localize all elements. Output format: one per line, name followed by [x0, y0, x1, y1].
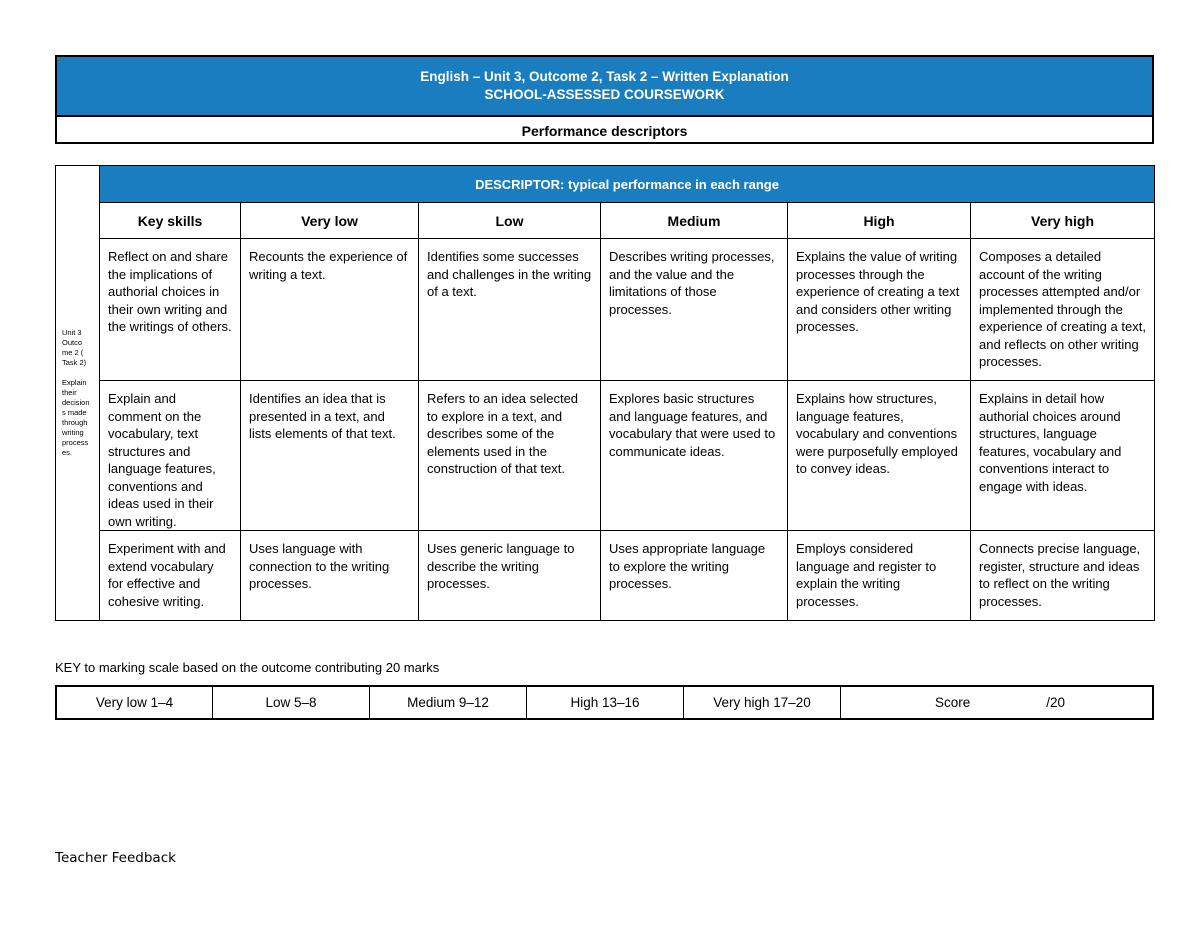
key-title: KEY to marking scale based on the outcome contributing 20 marks	[55, 660, 440, 675]
score-label: Score	[935, 695, 971, 710]
table-row	[56, 239, 1155, 381]
column-header-high: High	[788, 203, 971, 239]
table-cell: Employs considered language and register to explain the writing processes.	[788, 531, 971, 621]
score-total: /20	[1046, 695, 1066, 710]
table-cell: Reflect on and share the implications of authorial choices in their own writing and the writings of others.	[100, 239, 241, 381]
outcome-label-cell	[56, 166, 100, 621]
document-subtitle: SCHOOL-ASSESSED COURSEWORK	[484, 87, 725, 102]
table-row	[56, 381, 1155, 531]
table-cell: Identifies an idea that is presented in a text, and lists elements of that text.	[241, 381, 419, 531]
descriptor-banner: DESCRIPTOR: typical performance in each range	[100, 166, 1155, 203]
header-box	[55, 55, 1154, 144]
column-header-very-low: Very low	[241, 203, 419, 239]
outcome-description: Explain their decision s made through writing process es.	[62, 378, 90, 457]
table-cell: Uses language with connection to the writing processes.	[241, 531, 419, 621]
table-cell: Connects precise language, register, structure and ideas to reflect on the writing processes.	[971, 531, 1155, 621]
key-range-high: High 13–16	[527, 687, 684, 718]
outcome-label: Unit 3 Outco me 2 ( Task 2)	[62, 328, 87, 367]
table-cell: Uses generic language to describe the writing processes.	[419, 531, 601, 621]
column-header-low: Low	[419, 203, 601, 239]
table-cell: Identifies some successes and challenges in the writing of a text.	[419, 239, 601, 381]
column-header-very-high: Very high	[971, 203, 1155, 239]
table-cell: Experiment with and extend vocabulary for effective and cohesive writing.	[100, 531, 241, 621]
column-header-key-skills: Key skills	[100, 203, 241, 239]
table-row	[56, 531, 1155, 621]
teacher-feedback-label: Teacher Feedback	[55, 850, 176, 866]
document-title: English – Unit 3, Outcome 2, Task 2 – Written Explanation	[420, 69, 789, 84]
table-cell: Explains how structures, language features, vocabulary and conventions were purposefully employed to convey ideas.	[788, 381, 971, 531]
table-cell: Explain and comment on the vocabulary, text structures and language features, conventions and ideas used in their own writing.	[100, 381, 241, 531]
rubric-table	[55, 165, 1155, 621]
header-banner	[57, 57, 1152, 117]
key-range-very-low: Very low 1–4	[57, 687, 213, 718]
table-cell: Refers to an idea selected to explore in a text, and describes some of the elements used in the construction of that text.	[419, 381, 601, 531]
column-header-medium: Medium	[601, 203, 788, 239]
key-range-low: Low 5–8	[213, 687, 370, 718]
key-range-medium: Medium 9–12	[370, 687, 527, 718]
table-cell: Composes a detailed account of the writing processes attempted and/or implemented through the experience of creating a text, and reflects on other writing processes.	[971, 239, 1155, 381]
marking-key-table	[55, 685, 1154, 720]
table-cell: Recounts the experience of writing a text.	[241, 239, 419, 381]
table-cell: Describes writing processes, and the value and the limitations of those processes.	[601, 239, 788, 381]
section-title: Performance descriptors	[521, 122, 688, 139]
table-cell: Uses appropriate language to explore the writing processes.	[601, 531, 788, 621]
table-cell: Explores basic structures and language features, and vocabulary that were used to communicate ideas.	[601, 381, 788, 531]
score-cell[interactable]	[841, 687, 1152, 718]
key-range-very-high: Very high 17–20	[684, 687, 841, 718]
table-cell: Explains the value of writing processes through the experience of creating a text and considers other writing processes.	[788, 239, 971, 381]
table-cell: Explains in detail how authorial choices around structures, language features, vocabulary and conventions interact to engage with ideas.	[971, 381, 1155, 531]
